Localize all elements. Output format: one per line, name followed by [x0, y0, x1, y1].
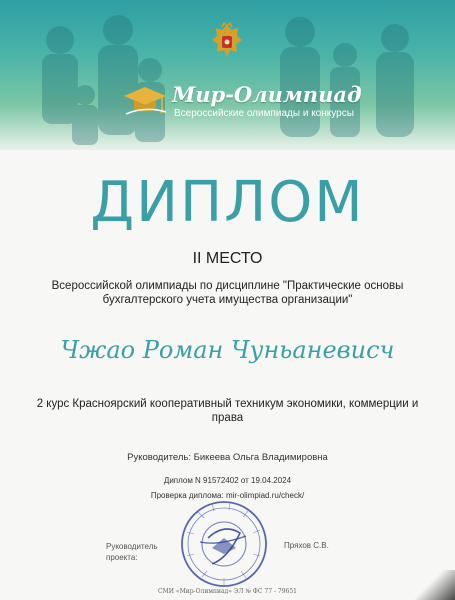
- russian-emblem-icon: [208, 22, 246, 60]
- diploma-title: ДИПЛОМ: [90, 170, 365, 235]
- course-line-1: 2 курс Красноярский кооперативный техникум экономики, коммерции и: [36, 398, 419, 410]
- project-label-line-2: проекта:: [106, 553, 138, 562]
- footer-registration: СМИ «Мир-Олимпиад» ЭЛ № ФС 77 - 79651: [158, 588, 297, 595]
- logo-subtitle: Всероссийские олимпиады и конкурсы: [174, 108, 354, 119]
- place-label: II МЕСТО: [192, 250, 263, 267]
- project-label-line-1: Руководитель: [106, 542, 158, 551]
- course-line-2: права: [211, 412, 244, 424]
- project-lead-label: [106, 541, 166, 563]
- discipline-text: [40, 279, 415, 307]
- diploma-check-link[interactable]: Проверка диплома: mir-olimpiad.ru/check/: [150, 491, 305, 500]
- discipline-line-1: Всероссийской олимпиады по дисциплине "Практические основы: [51, 280, 404, 292]
- discipline-line-2: бухгалтерского учета имущества организации": [102, 294, 353, 306]
- corner-shadow: [415, 570, 455, 600]
- supervisor-line: Руководитель: Бикеева Ольга Владимировна: [127, 452, 328, 463]
- diploma-number: Диплом N 91572402 от 19.04.2024: [163, 476, 292, 485]
- graduation-cap-icon: [122, 84, 168, 118]
- official-stamp: [178, 498, 270, 590]
- course-text: [30, 397, 425, 425]
- recipient-name: Чжао Роман Чуньаневисч: [60, 336, 395, 364]
- logo-title: Мир-Олимпиад: [172, 82, 362, 107]
- site-logo: [118, 78, 362, 123]
- header-banner: [0, 0, 455, 150]
- signatory-name: Пряхов С.В.: [284, 541, 329, 550]
